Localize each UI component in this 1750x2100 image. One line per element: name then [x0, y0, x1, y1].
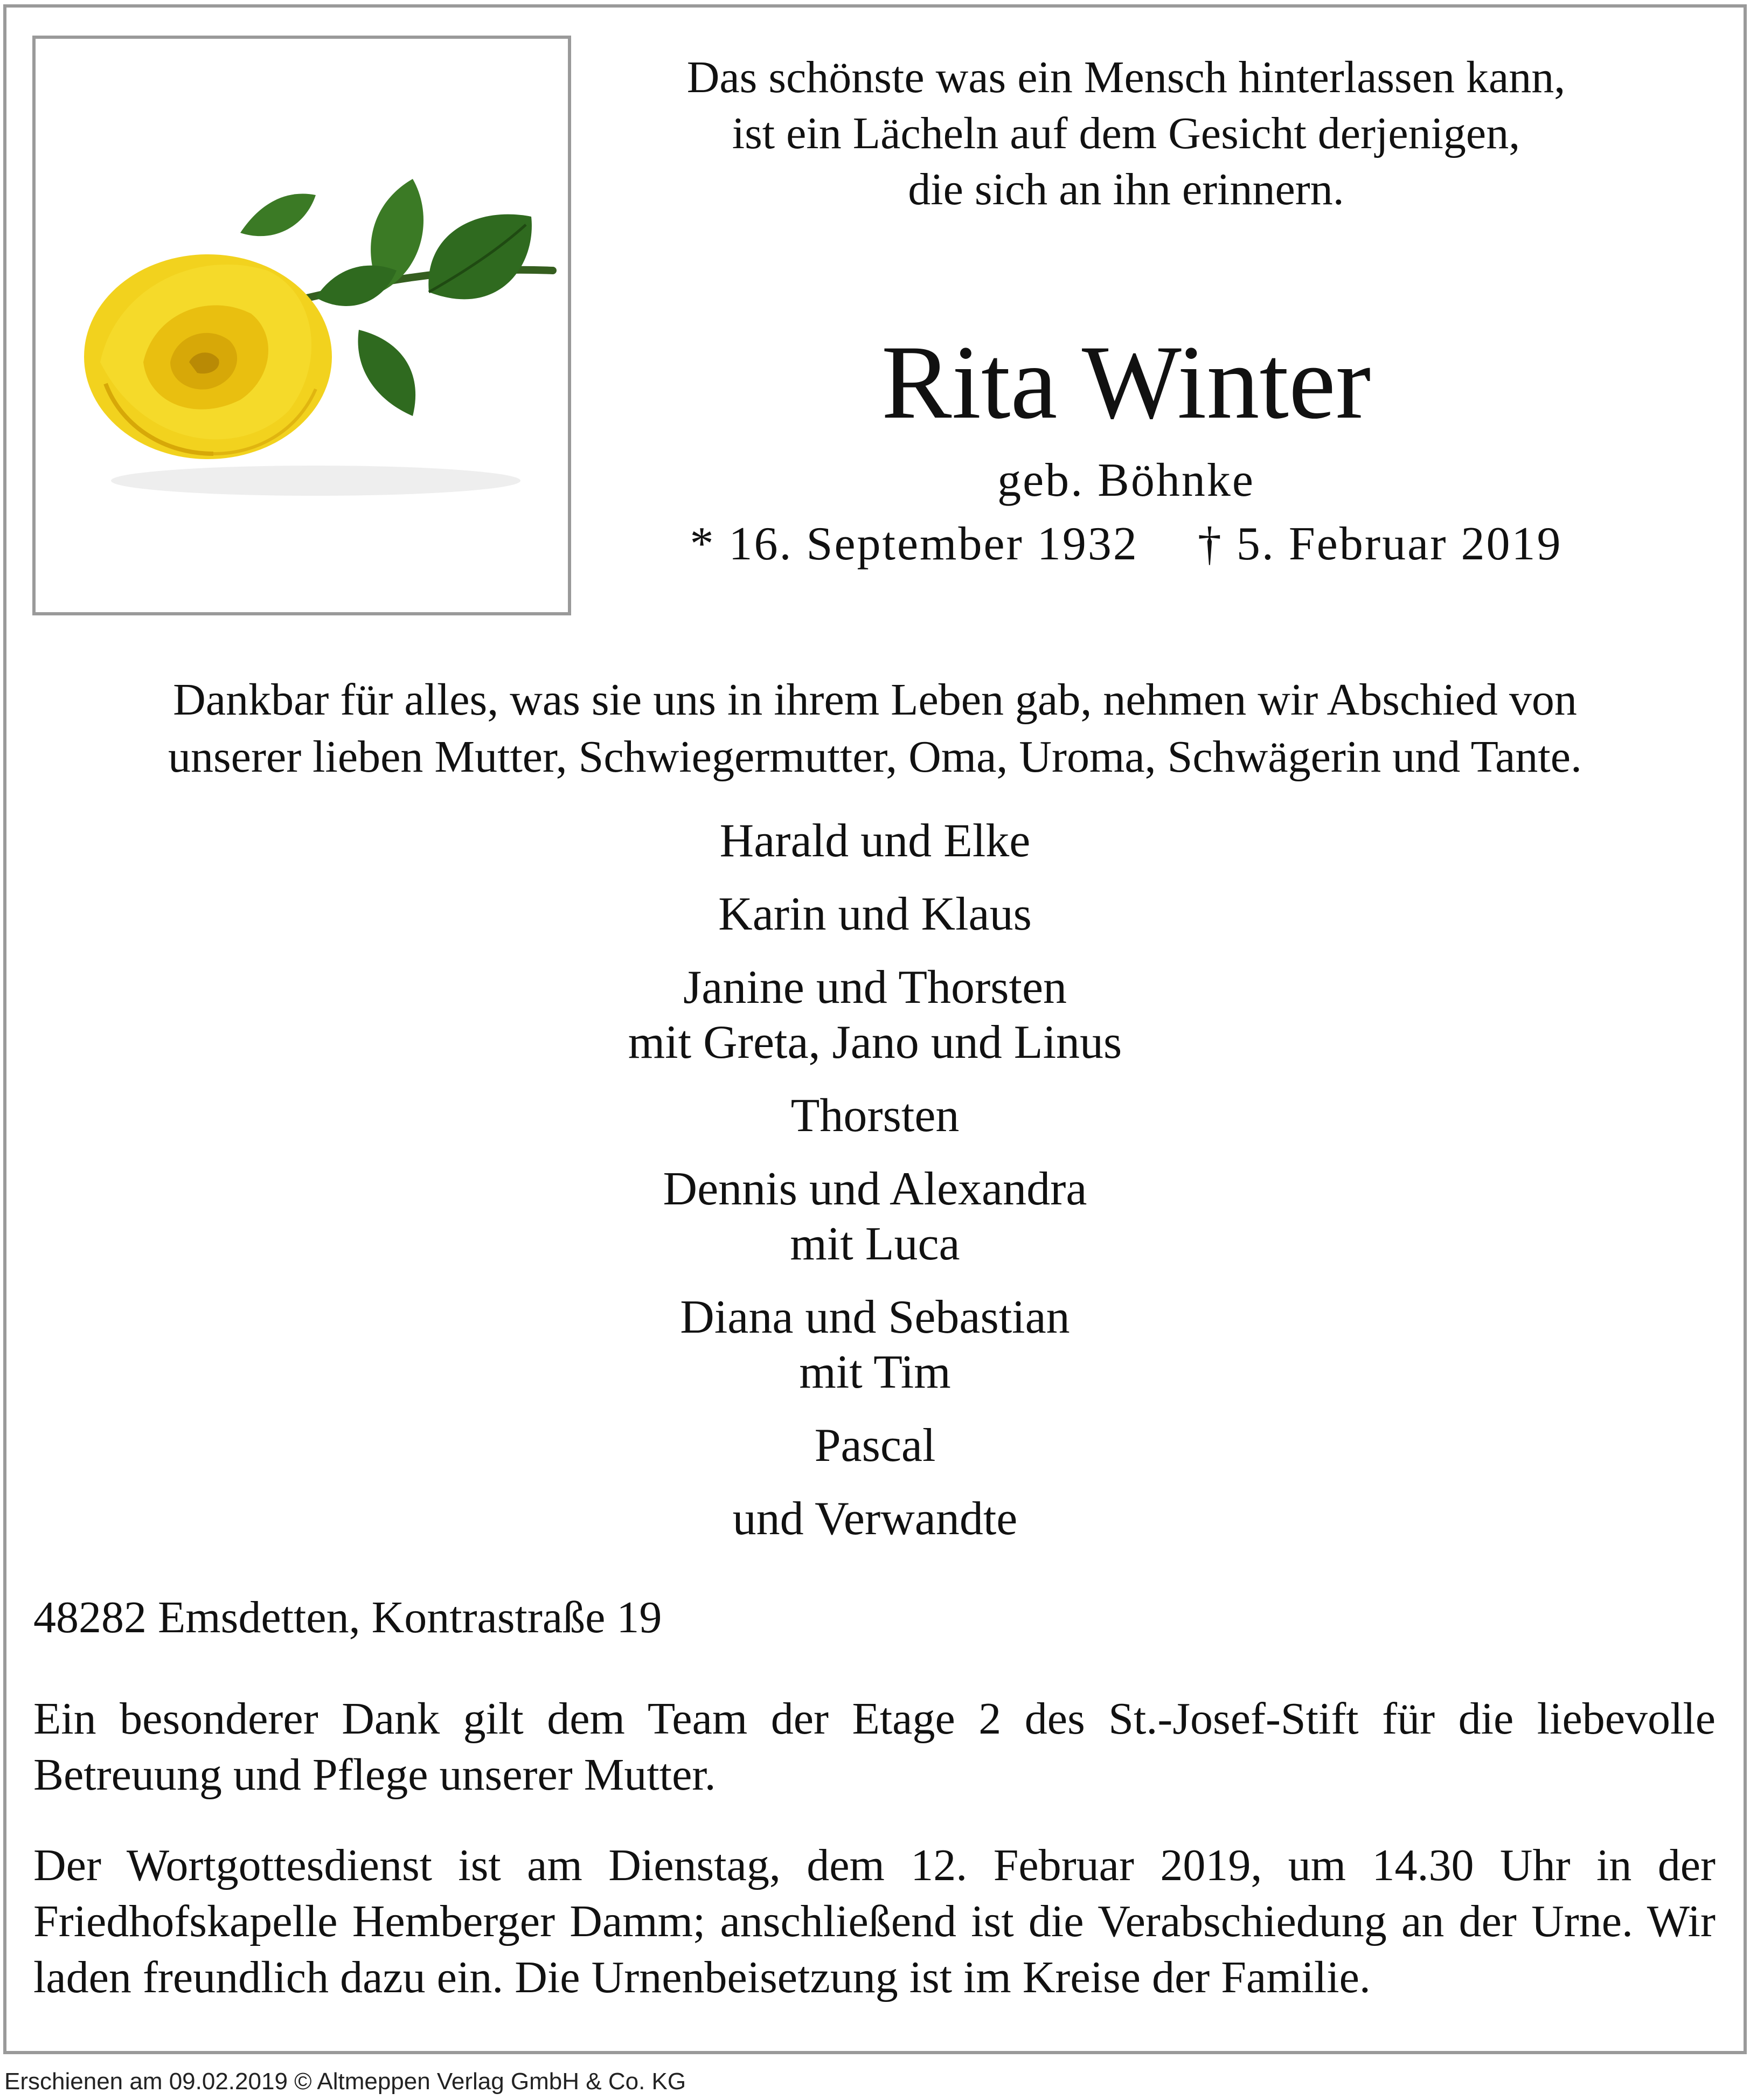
- mourners-list: [32, 814, 1718, 1565]
- publication-footer: Erschienen am 09.02.2019 © Altmeppen Verlag GmbH & Co. KG: [4, 2068, 686, 2095]
- mourner-line: mit Greta, Jano und Linus: [628, 1016, 1122, 1069]
- mourner-line: mit Luca: [790, 1218, 960, 1270]
- mourner-group: [32, 1492, 1718, 1547]
- mourner-group: [32, 814, 1718, 869]
- mourner-line: Thorsten: [790, 1090, 960, 1142]
- birth-date: * 16. September 1932: [690, 518, 1138, 570]
- death-date: † 5. Februar 2019: [1197, 518, 1563, 570]
- service-paragraph: Der Wortgottesdienst ist am Dienstag, dem 12. Februar 2019, um 14.30 Uhr in der Friedhofskapelle Hemberger Damm; anschließend ist die Verabschiedung an der Urne. Wir laden freundlich dazu ein. Die Urnenbeisetzung ist im Kreise der Familie.: [33, 1840, 1716, 2002]
- memorial-quote: [614, 50, 1638, 218]
- mourner-group: [32, 1418, 1718, 1473]
- yellow-rose-image: [32, 36, 571, 615]
- mourner-line: und Verwandte: [732, 1493, 1018, 1545]
- mourner-group: [32, 887, 1718, 942]
- life-dates: [614, 516, 1638, 572]
- mourner-group: [32, 1290, 1718, 1400]
- mourner-line: Karin und Klaus: [718, 888, 1032, 940]
- farewell-line: Dankbar für alles, was sie uns in ihrem Leben gab, nehmen wir Abschied von: [173, 675, 1577, 725]
- yellow-rose-icon: [36, 39, 568, 612]
- quote-line: die sich an ihn erinnern.: [908, 164, 1344, 214]
- mourner-group: [32, 960, 1718, 1070]
- mourner-group: [32, 1162, 1718, 1272]
- mourner-line: Diana und Sebastian: [680, 1291, 1070, 1343]
- deceased-name: Rita Winter: [881, 324, 1371, 441]
- mourner-line: Pascal: [814, 1419, 936, 1472]
- thanks-paragraph: Ein besonderer Dank gilt dem Team der Etage 2 des St.-Josef-Stift für die liebevolle Betreuung und Pflege unserer Mutter.: [33, 1694, 1716, 1800]
- mourner-line: Dennis und Alexandra: [663, 1163, 1087, 1215]
- mourner-group: [32, 1089, 1718, 1143]
- quote-line: ist ein Lächeln auf dem Gesicht derjenigen,: [732, 108, 1520, 158]
- quote-line: Das schönste was ein Mensch hinterlassen kann,: [686, 52, 1566, 102]
- farewell-line: unserer lieben Mutter, Schwiegermutter, Oma, Uroma, Schwägerin und Tante.: [168, 732, 1582, 782]
- mourner-line: Harald und Elke: [719, 815, 1031, 867]
- birth-name: geb. Böhnke: [997, 454, 1255, 507]
- family-address: 48282 Emsdetten, Kontrastraße 19: [33, 1592, 662, 1642]
- farewell-text: [32, 671, 1718, 786]
- mourner-line: mit Tim: [799, 1346, 951, 1398]
- mourner-line: Janine und Thorsten: [683, 961, 1067, 1014]
